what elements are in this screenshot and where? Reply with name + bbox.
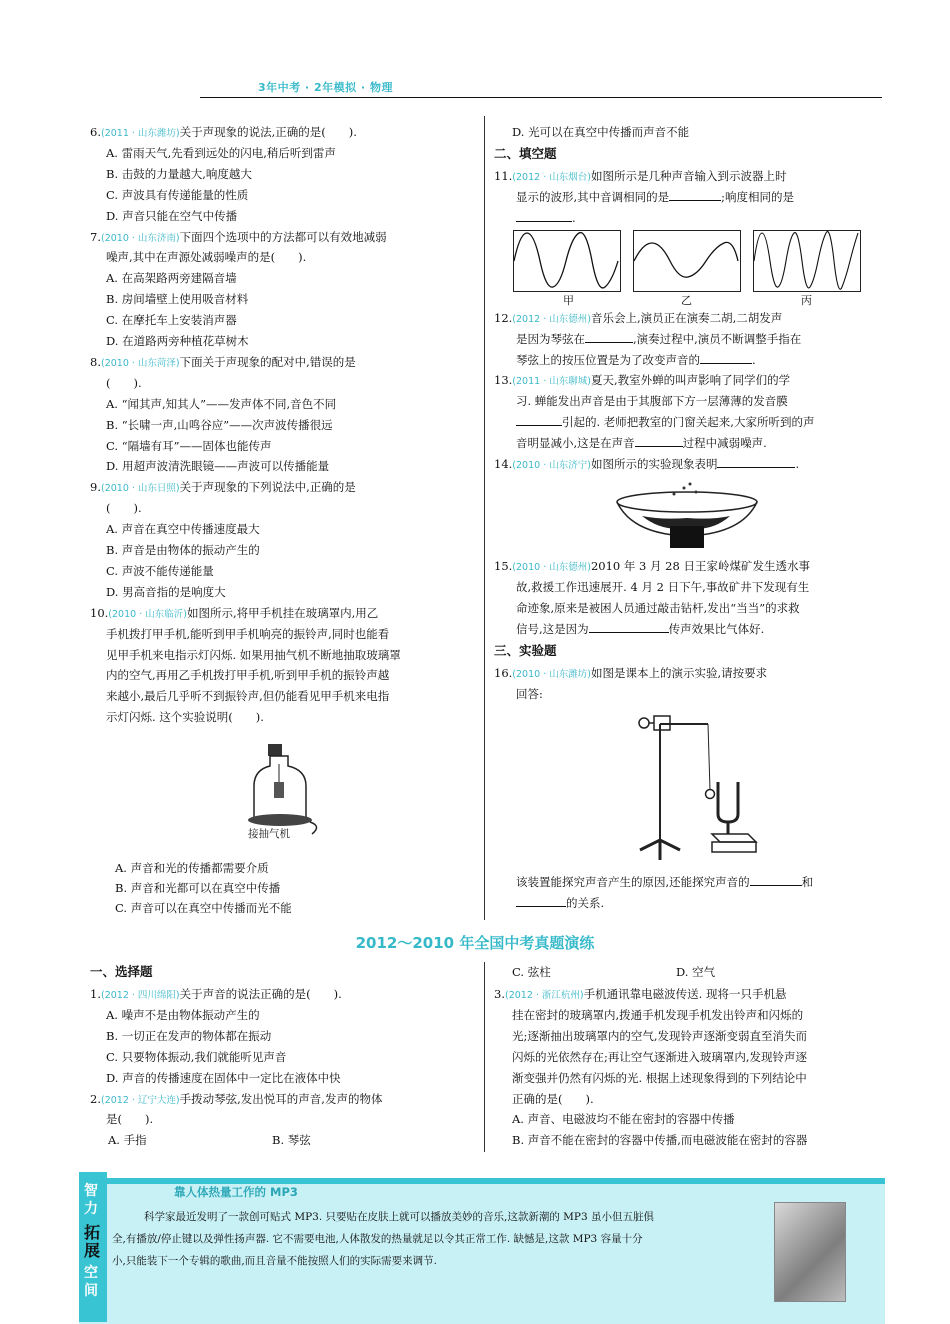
tuning-fork-pendulum-figure (610, 702, 770, 868)
left-line: B. 房间墙壁上使用吸音材料 (106, 292, 249, 307)
q13-line2: 习. 蝉能发出声音是由于其腹部下方一层薄薄的发音膜 (516, 394, 788, 408)
b3-line: 正确的是( ). (512, 1091, 594, 1106)
waveform-bing (753, 230, 861, 292)
q10-option-c: C. 声音可以在真空中传播而光不能 (115, 901, 292, 915)
q13-line1: 13.(2011 · 山东聊城)夏天,教室外蝉的叫声影响了同学们的学 (494, 373, 791, 387)
left-line: B. 击鼓的力量越大,响度越大 (106, 166, 252, 181)
left-line: 手机拨打甲手机,能听到甲手机响亮的振铃声,同时也能看 (106, 626, 390, 641)
q2-option-b: B. 琴弦 (272, 1133, 311, 1147)
q15-line1: 15.(2010 · 山东德州)2010 年 3 月 28 日王家岭煤矿发生透水事 (494, 559, 810, 573)
left-line: C. “隔墙有耳”——固体也能传声 (106, 438, 272, 453)
question-source: (2012 · 辽宁大连) (100, 1094, 180, 1106)
q11-line2: 显示的波形,其中音调相同的是 ;响度相同的是 (516, 190, 795, 204)
blank (585, 331, 633, 343)
question-source: (2010 · 山东临沂) (108, 608, 187, 620)
left-line: A. “闻其声,知其人”——发声体不同,音色不同 (106, 396, 337, 411)
left-line: A. 在高架路两旁建隔音墙 (106, 271, 237, 286)
left-line: 噪声,其中在声源处减弱噪声的是( ). (106, 250, 307, 265)
q10-option-d: D. 光可以在真空中传播而声音不能 (512, 125, 690, 139)
blank (750, 874, 802, 886)
q13-line4: 音明显减小,这是在声音 过程中减弱噪声. (516, 436, 767, 450)
b1-line: B. 一切正在发声的物体都在振动 (106, 1028, 272, 1043)
blank (516, 210, 572, 222)
q16-line4: 的关系. (516, 895, 604, 911)
section-choice: 一、选择题 (90, 964, 153, 979)
blank (516, 414, 562, 426)
q13-line3: 引起的. 老师把教室的门窗关起来,大家所听到的声 (516, 414, 814, 430)
wave-label-bing: 丙 (801, 294, 812, 307)
b3-line: 渐变强并仍然有闪烁的光. 根据上述现象得到的下列结论中 (512, 1070, 807, 1085)
section-experiment: 三、实验题 (494, 643, 557, 658)
b1-line: A. 噪声不是由物体振动产生的 (106, 1007, 260, 1022)
tab-char: 空 (84, 1265, 98, 1281)
q10-option-b: B. 声音和光都可以在真空中传播 (115, 881, 281, 895)
blank (700, 352, 752, 364)
q15-line3: 命迹象,原来是被困人员通过敲击钻杆,发出“当当”的求救 (516, 601, 800, 615)
question-source: (2012 · 浙江杭州) (504, 990, 584, 1001)
tab-char: 拓 (84, 1223, 101, 1242)
b3-line: B. 声音不能在密封的容器中传播,而电磁波能在密封的容器 (512, 1133, 808, 1148)
q12-line3: 琴弦上的按压位置是为了改变声音的 . (516, 353, 756, 367)
column-divider (484, 116, 485, 920)
q11-line1: 11.(2012 · 山东烟台)如图所示是几种声音输入到示波器上时 (494, 169, 787, 183)
fig10-label: 接抽气机 (248, 828, 290, 840)
left-line: 内的空气,再用乙手机拨打甲手机,听到甲手机的振铃声越 (106, 668, 390, 683)
b3-line: A. 声音、电磁波均不能在密封的容器中传播 (512, 1112, 735, 1127)
footer-line: 全,有播放/停止键以及弹性扬声器. 它不需要电池,人体散发的热量就足以令其正常工作. 缺憾是,这款 MP3 容量十分 (112, 1233, 643, 1245)
b3-line: 3.(2012 · 浙江杭州)手机通讯靠电磁波传送. 现将一只手机悬 (494, 987, 787, 1001)
question-source: (2010 · 山东济南) (100, 232, 180, 244)
left-line: B. “长啸一声,山鸣谷应”——次声波传播很远 (106, 417, 333, 432)
b1-line: 2.(2012 · 辽宁大连)手拨动琴弦,发出悦耳的声音,发声的物体 (90, 1091, 383, 1106)
left-line: D. 声音只能在空气中传播 (106, 208, 238, 223)
q15-line2: 故,救援工作迅速展开. 4 月 2 日下午,事故矿井下发现有生 (516, 580, 810, 594)
left-line: 见甲手机来电指示灯闪烁. 如果用抽气机不断地抽取玻璃罩 (106, 647, 401, 662)
q16-line3: 该装置能探究声音产生的原因,还能探究声音的 和 (516, 875, 814, 889)
left-line: D. 用超声波清洗眼镜——声波可以传播能量 (106, 459, 330, 474)
q14-line1: 14.(2010 · 山东济宁)如图所示的实验现象表明 . (494, 457, 800, 471)
left-line: A. 声音在真空中传播速度最大 (106, 522, 260, 537)
waveform-jia (513, 230, 621, 292)
b3-line: 光;逐渐抽出玻璃罩内的空气,发现铃声逐渐变弱直至消失而 (512, 1028, 808, 1043)
blank (516, 895, 566, 907)
blank (589, 621, 669, 633)
wave-label-yi: 乙 (681, 294, 692, 307)
left-line: D. 在道路两旁种植花草树木 (106, 334, 249, 348)
b3-line: 闪烁的光依然存在;再让空气逐渐进入玻璃罩内,发现铃声逐 (512, 1049, 808, 1064)
left-line: B. 声音是由物体的振动产生的 (106, 543, 260, 557)
q16-source: (2010 · 山东潍坊) (512, 669, 591, 680)
question-source: (2010 · 山东日照) (100, 483, 180, 495)
q13-source: (2011 · 山东聊城) (512, 376, 591, 387)
q15-source: (2010 · 山东德州) (512, 562, 591, 573)
q2-option-d: D. 空气 (676, 965, 716, 979)
q16-line2: 回答: (516, 687, 543, 701)
header-title: 3年中考 · 2年模拟 · 物理 (258, 81, 393, 94)
question-source: (2012 · 四川绵阳) (100, 990, 180, 1001)
section-title-national: 2012～2010 年全国中考真题演练 (355, 934, 595, 952)
b1-line: 1.(2012 · 四川绵阳)关于声音的说法正确的是( ). (90, 987, 342, 1001)
left-line: ( ). (106, 501, 142, 516)
question-source: (2011 · 山东潍坊) (100, 128, 180, 139)
blank (717, 456, 795, 468)
left-line: 示灯闪烁. 这个实验说明( ). (106, 710, 264, 725)
left-line: 9.(2010 · 山东日照)关于声现象的下列说法中,正确的是 (90, 480, 356, 495)
q11-source: (2012 · 山东烟台) (512, 172, 591, 183)
q10-option-a: A. 声音和光的传播都需要介质 (115, 861, 269, 875)
left-line: 8.(2010 · 山东菏泽)下面关于声现象的配对中,错误的是 (90, 354, 356, 369)
b1-line: D. 声音的传播速度在固体中一定比在液体中快 (106, 1070, 341, 1085)
section-fill-blank: 二、填空题 (494, 146, 557, 161)
column-divider-lower (484, 962, 485, 1152)
q12-source: (2012 · 山东德州) (512, 314, 591, 325)
tab-char: 力 (84, 1201, 98, 1217)
left-line: C. 声波具有传递能量的性质 (106, 187, 249, 202)
left-line: 来越小,最后几乎听不到振铃声,但仍能看见甲手机来电指 (106, 689, 390, 704)
footer-line: 科学家最近发明了一款创可贴式 MP3. 只要贴在皮肤上就可以播放美妙的音乐,这款新潮的 MP3 虽小但五脏俱 (144, 1211, 655, 1223)
q14-source: (2010 · 山东济宁) (512, 460, 591, 471)
blank (635, 435, 683, 447)
q16-line1: 16.(2010 · 山东潍坊)如图是课本上的演示实验,请按要求 (494, 666, 768, 680)
b1-line: 是( ). (106, 1112, 154, 1127)
q15-line4: 信号,这是因为 传声效果比气体好. (516, 622, 765, 636)
vibrating-bowl-figure (612, 478, 762, 552)
left-line: C. 在摩托车上安装消声器 (106, 313, 237, 328)
footer-line: 小,只能装下一个专辑的歌曲,而且音量不能按照人们的实际需要来调节. (112, 1255, 438, 1267)
q11-line3: . (516, 210, 576, 226)
footer-title: 靠人体热量工作的 MP3 (174, 1185, 298, 1199)
tab-char: 智 (84, 1183, 98, 1199)
q12-line1: 12.(2012 · 山东德州)音乐会上,演员正在演奏二胡,二胡发声 (494, 311, 783, 325)
q12-line2: 是因为琴弦在 ,演奏过程中,演员不断调整手指在 (516, 332, 802, 346)
tab-char: 展 (84, 1241, 101, 1260)
b3-line: 挂在密封的玻璃罩内,拨通手机发现手机发出铃声和闪烁的 (512, 1007, 804, 1022)
q2-option-a: A. 手指 (108, 1133, 147, 1147)
left-line: A. 雷雨天气,先看到远处的闪电,稍后听到雷声 (106, 145, 336, 160)
b1-line: C. 只要物体振动,我们就能听见声音 (106, 1049, 287, 1064)
left-line: 7.(2010 · 山东济南)下面四个选项中的方法都可以有效地减弱 (90, 229, 387, 244)
left-line: 10.(2010 · 山东临沂)如图所示,将甲手机挂在玻璃罩内,用乙 (90, 605, 379, 620)
waveform-yi (633, 230, 741, 292)
left-line: ( ). (106, 375, 142, 390)
left-line: D. 男高音指的是响度大 (106, 584, 226, 599)
question-source: (2010 · 山东菏泽) (100, 357, 180, 369)
left-line: C. 声波不能传递能量 (106, 563, 214, 578)
left-line: 6.(2011 · 山东潍坊)关于声现象的说法,正确的是( ). (90, 125, 357, 139)
page-header (200, 76, 882, 98)
wave-label-jia: 甲 (563, 294, 574, 307)
blank (669, 189, 721, 201)
tab-char: 间 (84, 1283, 98, 1299)
mp3-photo (774, 1202, 846, 1302)
q2-option-c: C. 弦柱 (512, 965, 551, 979)
